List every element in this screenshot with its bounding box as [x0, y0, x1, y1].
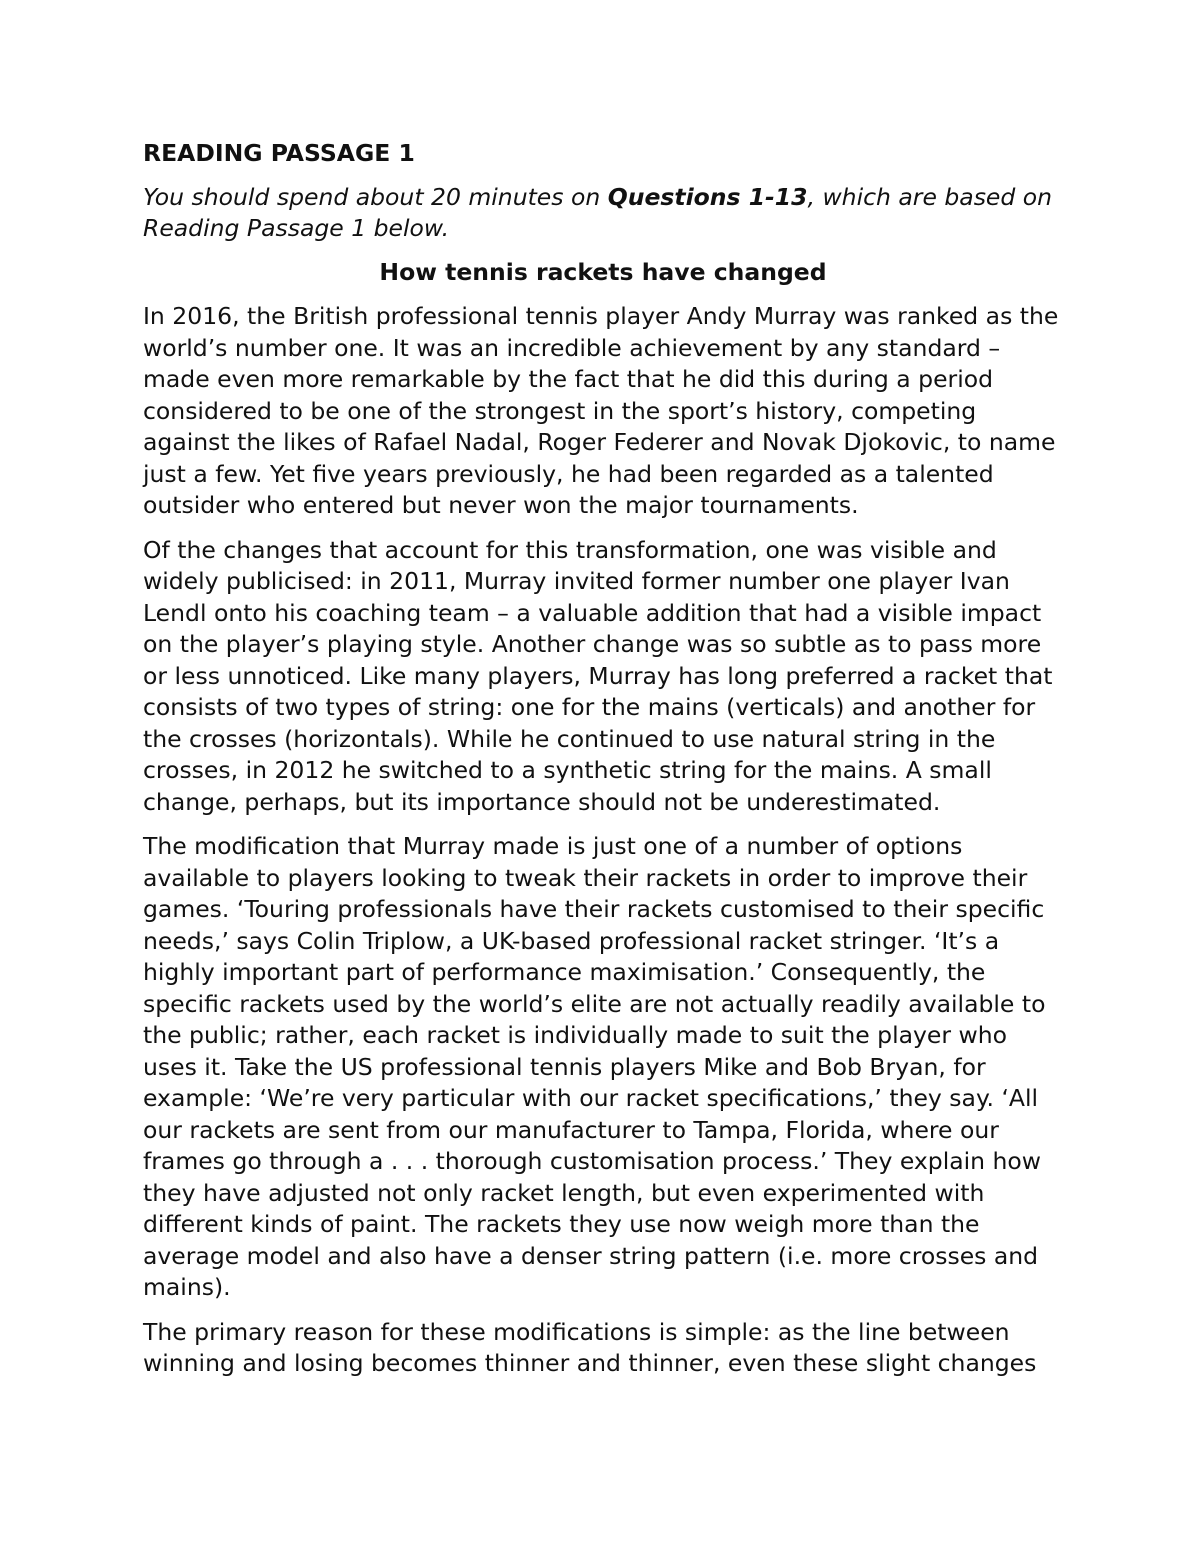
article-title: How tennis rackets have changed: [379, 257, 827, 286]
document-body: [143, 138, 1063, 1393]
instructions-questions: Questions 1-13: [607, 182, 808, 211]
instructions-text: [143, 182, 1063, 245]
paragraph-4: The primary reason for these modifications is simple: as the line between winning and losing becomes thinner and thinner, even these slight changes: [143, 1317, 1037, 1377]
instructions-before: You should spend about 20 minutes on: [143, 182, 608, 211]
paragraph-2: Of the changes that account for this transformation, one was visible and widely publicised: in 2011, Murray invited former number one player Ivan Lendl onto his coaching team – a valuable addition that had a visible impact on the player’s playing style. Another change was so subtle as to pass more or less unnoticed. Like many players, Murray has long preferred a racket that consists of two types of string: one for the mains (verticals) and another for the crosses (horizontals). While he continued to use natural string in the crosses, in 2012 he switched to a synthetic string for the mains. A small change, perhaps, but its importance should not be underestimated.: [143, 535, 1053, 816]
paragraph-3: The modification that Murray made is just one of a number of options available to players looking to tweak their rackets in order to improve their games. ‘Touring professionals have their rackets customised to their specific needs,’ says Colin Triplow, a UK-based professional racket stringer. ‘It’s a highly important part of performance maximisation.’ Consequently, the specific rackets used by the world’s elite are not actually readily available to the public; rather, each racket is individually made to suit the player who uses it. Take the US professional tennis players Mike and Bob Bryan, for example: ‘We’re very particular with our racket specifications,’ they say. ‘All our rackets are sent from our manufacturer to Tampa, Florida, where our frames go through a . . . thorough customisation process.’ They explain how they have adjusted not only racket length, but even experimented with different kinds of paint. The rackets they use now weigh more than the average model and also have a denser string pattern (i.e. more crosses and mains).: [143, 832, 1046, 1301]
passage-heading: READING PASSAGE 1: [143, 139, 415, 167]
paragraph-1: In 2016, the British professional tennis player Andy Murray was ranked as the world’s number one. It was an incredible achievement by any standard – made even more remarkable by the fact that he did this during a period considered to be one of the strongest in the sport’s history, competing against the likes of Rafael Nadal, Roger Federer and Novak Djokovic, to name just a few. Yet five years previously, he had been regarded as a talented outsider who entered but never won the major tournaments.: [143, 302, 1059, 519]
instructions-after: , which are based on Reading Passage 1 below.: [143, 182, 1053, 242]
